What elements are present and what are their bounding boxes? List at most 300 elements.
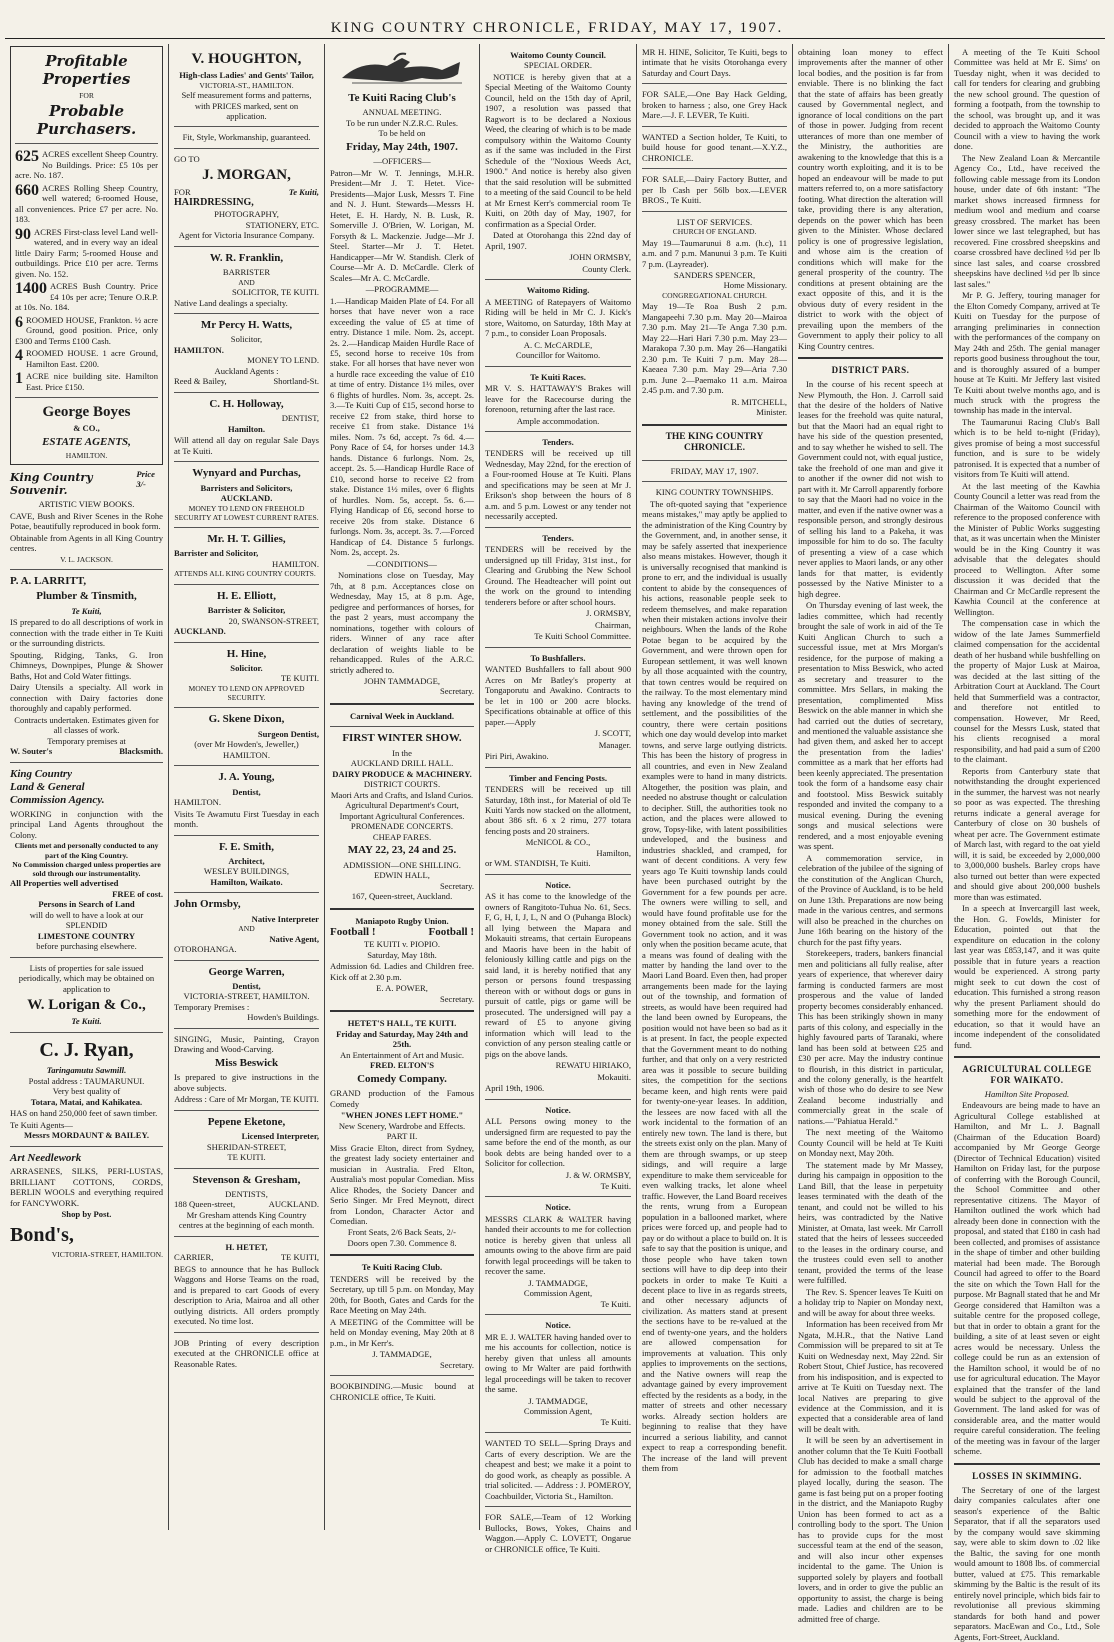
- timber-body: TENDERS will be received up till Saturday, 18th inst., for Material of old Te Kuiti Yards now stacked on the allotment, about 386 sft. 6 x 2 rimu, 277 totara fencing posts and 20 strainers.: [485, 784, 631, 836]
- bookbinding-ad: BOOKBINDING.—Music bound at CHRONICLE office, Te Kuiti.: [330, 1381, 474, 1402]
- butter-for-sale: FOR SALE,—Dairy Factory Butter, and per lb Cash per 56lb box.—LEVER BROS., Te Kuiti.: [642, 174, 787, 206]
- chronicle-date: FRIDAY, MAY 17, 1907.: [670, 465, 759, 476]
- races-notice: [485, 372, 631, 426]
- carnival-agric: Agricultural Department's Court, Important Agricultural Conferences.: [339, 800, 465, 821]
- racing-title: Te Kuiti Racing Club's: [348, 92, 456, 104]
- property-listing: [15, 371, 158, 392]
- eketone-addr: SHERIDAN-STREET,: [206, 1141, 287, 1152]
- beswick-name: Miss Beswick: [214, 1056, 279, 1069]
- morgan-agent: Agent for Victoria Insurance Company.: [178, 230, 315, 241]
- souvenir-sub: ARTISTIC VIEW BOOKS.: [38, 499, 135, 510]
- elliott-auck: AUCKLAND.: [174, 626, 226, 637]
- bushfallers-notice: [485, 653, 631, 762]
- holloway-name: C. H. Holloway,: [209, 397, 284, 410]
- tenders-school: [485, 533, 631, 642]
- hetets-part2: PART II.: [386, 1131, 418, 1142]
- land-adv: FREE of cost.: [112, 888, 163, 899]
- hine-money: MONEY TO LEND ON APPROVED SECURITY.: [188, 683, 305, 703]
- ryan-timber: Totara, Matai, and Kahikatea.: [30, 1096, 143, 1107]
- waitomo-order: [485, 50, 631, 274]
- ad-heading: Profitable Properties: [42, 52, 131, 89]
- services-list: [642, 217, 787, 418]
- carnival-adm: ADMISSION—ONE SHILLING.: [343, 859, 461, 870]
- listing-number: 1400: [15, 280, 47, 298]
- holloway-dent: DENTIST,: [281, 413, 319, 424]
- morgan-place: Te Kuiti,: [288, 186, 319, 197]
- smith-arch: Architect,: [228, 856, 265, 866]
- beswick-body: Is prepared to give instructions in the above subjects.: [174, 1072, 319, 1093]
- services-congregational: May 19—Te Roa Bush 2 p.m. Mangapeehi 7.30 p.m. May 20—Mairoa 7.30 p.m. May 21—Te Anga 7.30 p.m. May 22—Hari Hari 7.30 p.m. May 23—Marakopa 7.30 p.m. May 26—Hangatiki 2.30 p.m. Te Kuiti 7 p.m. May 28—Kaeaea 7.30 p.m. May 29—Aria 7.30 p.m. June 2—Paemako 11 a.m. Mairoa 2.45 p.m. and 7.30 p.m.: [642, 301, 787, 396]
- carnival-maori: Maori Arts and Crafts, and Island Curios.: [330, 789, 474, 800]
- waitomo-sig: JOHN ORMSBY,: [569, 252, 631, 263]
- notice-debts: [485, 1105, 631, 1192]
- carnival-fares: CHEAP FARES.: [372, 831, 432, 842]
- morgan-goto: GO TO: [174, 153, 200, 164]
- notice-place: Mokauiti.: [597, 1071, 631, 1082]
- hetet-l1: CARRIER,: [174, 1252, 214, 1263]
- morgan-ad: [174, 154, 319, 241]
- property-listing: [15, 281, 158, 312]
- souvenir-obtain: Obtainable from Agents in all King Country centres.: [10, 532, 163, 554]
- riding-body: A MEETING of Ratepayers of Waitomo Riding will be held in Mr C. J. Kick's store, Waitomo, on Saturday, 18th May at 7 p.m., to consider Loan Proposals.: [485, 296, 631, 339]
- timber-sig: McNICOL & CO.,: [525, 837, 591, 848]
- ormsby-oto: OTOROHANGA.: [174, 944, 237, 955]
- smith-wesley: WESLEY BUILDINGS,: [203, 866, 290, 877]
- hetets-play: "WHEN JONES LEFT HOME.": [340, 1110, 464, 1121]
- services-cong: CONGREGATIONAL CHURCH.: [662, 290, 767, 300]
- officers-list: Patron—Mr W. T. Jennings, M.H.R. President—Mr J. T. Hetet. Vice-Presidents—Major Lusk, Messrs T. Fine and N. J. Hunt. Stewards—Messrs H. Hetet, E. H. Hardy, N. B. Lusk, R. Somerville J. O'Brien, W. Lorigan, M. Forsyth & L. Mackenzie. Judge—Mr J. Steel. Starter—Mr J. T. Hetet. Handicapper—Mr W. Standish. Clerk of Course—Mr A. D. McCardle. Clerk of Scales—Mr A. C. McCardle.: [330, 167, 474, 283]
- ryan-mill: Taringamutu Sawmill.: [46, 1065, 127, 1076]
- franklin-ad: [174, 252, 319, 308]
- services-sig: SANDERS SPENCER,: [673, 270, 756, 280]
- services-role: Home Missionary.: [723, 280, 787, 291]
- hine-name: H. Hine,: [226, 647, 267, 660]
- ryan-quality: Very best quality of: [52, 1086, 121, 1097]
- stevenson-dent: DENTISTS,: [225, 1189, 268, 1199]
- hetet-l2: TE KUITI,: [280, 1252, 319, 1263]
- carnival-hall: AUCKLAND DRILL HALL.: [350, 758, 454, 769]
- pars-football: It will be seen by an advertisement in another column that the Te Kuiti Football Club has decided to make a small charge for admission to the football matches played locally, during the season. The game is fast being put on a proper footing in the district, and the Maniapoto Rugby Union has been formed to act as a controlling body to the sport. The Union has to provide cups for the most successful team at the end of the season, and will also incur other expenses incidental to the game. The Union is supported solely by players and football lovers, and in order to give the public an opportunity to assist, the charge is being made. Ladies and children are to be admitted free of charge.: [798, 1435, 943, 1624]
- bonds-name: Bond's,: [10, 1223, 74, 1246]
- boyes-co: & CO.,: [73, 423, 100, 434]
- tenders-sig: J. ORMSBY,: [586, 608, 631, 619]
- eketone-desc: Licensed Interpreter,: [241, 1131, 319, 1142]
- par-elton: Mr P. G. Jeffery, touring manager for the Elton Comedy Company, arrived at Te Kuiti on Tuesday for the purpose of arranging preliminaries in connection with the performances of the company on May 24th and 25th. The genial manager reports good business throughout the tour, and is thoroughly assured of a bumper house at Te Kuiti. Mr Jeffery last visited Te Kuiti about twelve months ago, and is much struck with the progress the township has made in the interval.: [954, 290, 1100, 416]
- watts-ad: [174, 319, 319, 387]
- larritt-contracts: Contracts undertaken. Estimates given for all classes of work.: [14, 714, 159, 736]
- hetet-name: H. HETET,: [225, 1241, 268, 1252]
- stevenson-ad: [174, 1174, 319, 1231]
- souvenir-body: CAVE, Bush and River Scenes in the Rohe Potae, beautifully reproduced in book form.: [10, 510, 163, 532]
- races-body: MR V. S. HATTAWAY'S Brakes will leave for the Racecourse during the forenoon, returning after the last race.: [485, 383, 631, 415]
- par-canterbury: Reports from Canterbury state that notwithstanding the drought experienced in the summer, the harvest was not nearly so poor as was expected. The threshing returns indicate a general average for Canterbury of close on 30 bushels of wheat per acre. The Government estimate of March last, with regard to the oat yield will, it is said, be exceeded by 2,000,000 to 3,000,000 bushels. Barley crops have also turned out better than were expected and should give about 200,000 bushels more than was estimated.: [954, 765, 1100, 902]
- wynyard-desc: Barristers and Solicitors,: [200, 482, 293, 493]
- racing-club-tenders-ad: [330, 1262, 474, 1370]
- par-compensation: The compensation case in which the widow of the late James Summerfield claimed compensation for the accidental death of her husband while bushfelling on the property of Major Lusk at Mairoa, was decided at the last sitting of the Arbitration Court at Auckland. The Court held that Summerfield was a contractor, and therefore not entitled to compensation. However, Mr Reed, counsel for the Messrs Lusk, stated that his clients recognised a moral responsibility, and had paid a sum of £200 to the claimant.: [954, 618, 1100, 765]
- bush-sig: J. SCOTT,: [594, 728, 631, 739]
- notice-sig: J. TAMMADGE,: [528, 1395, 588, 1406]
- losses-skimming-title: LOSSES IN SKIMMING.: [972, 1470, 1082, 1481]
- rugby-match: TE KUITI v. PIOPIO.: [363, 939, 441, 950]
- dixon-over: (over Mr Howden's, Jeweller,): [194, 739, 299, 750]
- ormsby-ad: [174, 898, 319, 954]
- column-4: [480, 44, 637, 1554]
- officers-head: —OFFICERS—: [373, 156, 431, 167]
- ad-subheading: FOR: [79, 90, 94, 100]
- column-5: [637, 44, 793, 1530]
- hetets-grand: GRAND production of the Famous Comedy: [330, 1088, 474, 1109]
- dixon-desc: Surgeon Dentist,: [257, 728, 319, 739]
- notice-agent: Commission Agent,: [523, 1406, 593, 1417]
- stevenson-name: Stevenson & Gresham,: [192, 1173, 301, 1186]
- services-anglican: May 19—Taumarunui 8 a.m. (h.c), 11 a.m. and 7 p.m. Manunui 3 p.m. Te Kuiti 7 p.m. (Layreader).: [642, 237, 787, 269]
- ryan-name: C. J. Ryan,: [39, 1038, 134, 1061]
- wynyard-ad: [174, 467, 319, 522]
- carnival-sec: Secretary.: [439, 880, 474, 891]
- column-7: [949, 44, 1105, 1642]
- hetets-title: HETET'S HALL, TE KUITI.: [347, 1018, 457, 1029]
- notice-title: Notice.: [545, 1104, 571, 1115]
- holloway-ad: [174, 398, 319, 456]
- services-title: LIST OF SERVICES.: [676, 216, 753, 227]
- houghton-addr: VICTORIA-ST., HAMILTON.: [199, 80, 294, 90]
- smith-ad: [174, 841, 319, 888]
- tenders-title: Tenders.: [542, 436, 574, 447]
- notice-title: Notice.: [545, 1320, 571, 1331]
- races-amp: Ample accommodation.: [516, 415, 600, 426]
- hetet-body: BEGS to announce that he has Bullock Waggons and Horse Teams on the road, and is prepared to cart Goods of every description to Aria, Mairoa and all other outlying districts. All orders promptly executed. No time lost.: [174, 1263, 319, 1327]
- services-church: CHURCH OF ENGLAND.: [672, 227, 757, 237]
- pars-dairy: Storekeepers, traders, bankers financial men and politicians all fully realise, after years of experience, that wherever dairy farming is conducted farmers are most prosperous and the value of landed property becomes considerably enhanced. This has been strikingly shown in many parts of this colony, and especially in the highly favoured parts of Taranaki, where land has been sold at between £25 and £30 per acre. May the industry continue to flourish, in this district in particular, and the colony generally, is the heartfelt wish of those who do desire to see New Zealand become industrially and commercially great in the scale of nations.—"Pahiatua Herald.": [798, 948, 943, 1126]
- district-pars-title: DISTRICT PARS.: [831, 365, 910, 376]
- services-crole: Minister.: [756, 407, 787, 418]
- notice-walter: [485, 1320, 631, 1427]
- rugby-date: Saturday, May 18th.: [367, 949, 437, 960]
- notice-body: MESSRS CLARK & WALTER having handed their accounts to me for collection notice is hereby given that unless all amounts owing to the above firm are paid forwith legal proceedings will be taken to recover the same.: [485, 1213, 631, 1277]
- larritt-place: Te Kuiti,: [71, 605, 102, 616]
- beswick-ad: [174, 1034, 319, 1105]
- gillies-ad: [174, 533, 319, 579]
- par-ball: The Taumarunui Racing Club's Ball which is to be held to-night (Friday), gives promise of being a most successful function, and is sure to be widely patronised. It is expected that a number of visitors from Te Kuiti will attend.: [954, 416, 1100, 480]
- wynyard-name: Wynyard and Purchas,: [192, 467, 301, 480]
- hetets-ent: An Entertainment of Art and Music.: [339, 1049, 465, 1060]
- watts-shortland: Shortland-St.: [273, 376, 319, 387]
- tenders-body: TENDERS will be received up till Wednesday, May 22nd, for the erection of a Four-roomed House at Te Kuiti. Plans and specifications may be seen at Mr J. Erikson's shop between the hours of 8 a.m. and 5 p.m. Lowest or any tender not necessarily accepted.: [485, 448, 631, 522]
- carnival-ad: [330, 711, 474, 902]
- hetets-part2-body: Miss Gracie Elton, direct from Sydney, the greatest lady society entertainer and musician in Australia. Fred Elton, Australia's most popular Comedian. Miss Alice Rhodes, the Society Dancer and Serio Singer. Mr Fred Meynott, direct from London, Character Actor and Comedian.: [330, 1142, 474, 1226]
- land-note: Clients met and personally conducted to any part of the King Country.: [14, 841, 159, 860]
- land-agency-ad: [10, 768, 163, 1027]
- timber-title: Timber and Fencing Posts.: [508, 772, 608, 783]
- masthead-title: KING COUNTRY CHRONICLE, FRIDAY, MAY 17, 1907.: [330, 20, 784, 36]
- pars-carroll: In the course of his recent speech at New Plymouth, the Hon. J. Carroll said that the desire of the holders of Native leases for the freehold was quite natural, but that the Maori had an equal right to have his side of the question presented, and to say whether he wished to sell. The Government could not, with equal justice, take the freehold of one man and give it to another if the owner did not wish to part with it. Mr Carroll apparently forbore to say that the Maori had no voice in the matter, and even if the native owner was a responsible person, and strongly desirous of selling his land to a Pakeha, it was impossible for him to do so. The faculty of presenting a view of a case which never applies to Maori lands, or any other lands for that matter, is evidently possessed by the Native Minister to a high degree.: [798, 379, 943, 599]
- hine-tk: TE KUITI.: [280, 673, 319, 684]
- franklin-l1: BARRISTER: [222, 267, 271, 278]
- wynyard-auck: AUCKLAND.: [220, 493, 273, 504]
- holloway-body: Will attend all day on regular Sale Days at Te Kuiti.: [174, 435, 319, 456]
- carnival-addr: 167, Queen-street, Auckland.: [351, 891, 453, 902]
- services-csig: R. MITCHELL,: [731, 396, 787, 407]
- hetets-scenery: New Scenery, Wardrobe and Effects.: [338, 1120, 466, 1131]
- tenders-house: [485, 437, 631, 522]
- houghton-body: Self measurement forms and patterns, with PRICES marked, sent on application.: [181, 90, 312, 121]
- carnival-prom: PROMENADE CONCERTS.: [350, 821, 454, 832]
- column-3: [325, 44, 480, 1530]
- programme-head: —PROGRAMME—: [365, 284, 439, 295]
- par-wool-market: The New Zealand Loan & Mercantile Agency Co., Ltd., have received the following cable message from its London house, under date of 6th instant: "The market shows increased firmness for medium wool and medium and coarse greasy crossbred. The market has been lower since we last telegraphed, but has recovered. Fine crossbred sheepskins and coarse crossbred have declined ½d per lb since last sales, and coarse crossbred sheepskins have declined ½d per lb since last sales.": [954, 152, 1100, 289]
- carnival-sig: EDWIN HALL,: [374, 870, 430, 881]
- rugby-ad: [330, 916, 474, 1005]
- notice-trespass: [485, 880, 631, 1094]
- larritt-items: Spouting, Ridging, Tanks, G. Iron Chimneys, Downpipes, Plunge & Shower Baths, Hot and Cold Water fittings.: [10, 649, 163, 681]
- bonds-shop: Shop by Post.: [61, 1209, 112, 1220]
- tenders-comm: Te Kuiti School Committee.: [534, 631, 631, 642]
- property-listing: [15, 227, 158, 279]
- hetets-doors: Doors open 7.30. Commence 8.: [347, 1237, 457, 1248]
- dixon-ad: [174, 713, 319, 760]
- watts-ham: HAMILTON.: [174, 344, 224, 355]
- watts-reed: Reed & Bailey,: [174, 376, 227, 387]
- houghton-name: V. HOUGHTON,: [191, 51, 302, 67]
- rugby-sig: E. A. POWER,: [376, 983, 428, 994]
- souvenir-title: King Country Souvenir.: [10, 470, 93, 497]
- land-body: WORKING in conjunction with the principal Land Agents throughout the Colony.: [10, 808, 163, 840]
- listing-text: ROOMED HOUSE, Frankton. ½ acre Ground, good position. Price, only £300 and Terms £100 Cash.: [15, 314, 158, 346]
- pars-jubilee: A commemoration service, in celebration of the jubilee of the signing of the constitution of the Anglican Church, of the Province of Auckland, is to be held on June 13th. Preparations are now being made in the various centres, and sermons will also be preached in the churches on June 16th bearing on the history of the church for the past fifty years.: [798, 852, 943, 947]
- timber-ham: Hamilton,: [596, 847, 631, 858]
- houghton-desc: High-class Ladies' and Gents' Tailor,: [179, 70, 314, 81]
- pars-massey: The statement made by Mr Massey, during his campaign in opposition to the Land Bill, that the lease in perpetuity leases terminated with the death of the tenant, and could not be willed to his heirs, was contradicted by the Native Minister, at Omata, last week. Mr Carroll stated that the heirs of lessees succeeded to the leases in the ordinary course, and the trustees could even sell to another tenant, provided the terms of the lease were fulfilled.: [798, 1159, 943, 1286]
- listing-number: 6: [15, 313, 23, 331]
- rugby-sec: Secretary.: [439, 993, 474, 1004]
- notice-sig: REWATU HIRIAKO,: [555, 1060, 631, 1071]
- column-6: [793, 44, 949, 1624]
- notice-body: AS it has come to the knowledge of the owners of Rangitoto-Tuhua No. 61, Secs. F, G, H, I, J, L, N and O (Puhanga Block) all lying between the Mapara and Mokauiti streams, that certain Europeans and Maoris have been in the habit of feloniously killing cattle and pigs on the said land, it is hereby notified that any person or persons found trespassing thereon with or without dogs or guns in pursuit of cattle, pigs or game will be prosecuted. The undersigned will pay a reward of £5 to anyone giving information which will lead to the conviction of any person stealing cattle or pigs on the above lands.: [485, 891, 631, 1059]
- hetets-seats: Front Seats, 2/6 Back Seats, 2/-: [347, 1227, 457, 1238]
- larritt-body: IS prepared to do all descriptions of work in connection with the trade either in Te Kuiti or the surrounding districts.: [10, 617, 163, 649]
- smith-name: F. E. Smith,: [219, 840, 274, 853]
- wynyard-money: MONEY TO LEND ON FREEHOLD SECURITY AT LOWEST CURRENT RATES.: [174, 503, 319, 522]
- gillies-ham: HAMILTON.: [271, 558, 319, 569]
- warren-howden: Howden's Buildings.: [247, 1012, 319, 1023]
- conditions-head: —CONDITIONS—: [367, 558, 437, 569]
- ryan-mordaunt: Messrs MORDAUNT & BAILEY.: [23, 1130, 150, 1141]
- racing-sec: Secretary.: [439, 686, 474, 697]
- land-title: King Country: [10, 767, 73, 780]
- racingclub-sec: Secretary.: [439, 1359, 474, 1370]
- warren-dent: Dentist,: [232, 980, 261, 991]
- riding-notice: [485, 285, 631, 360]
- boyes-title: ESTATE AGENTS,: [42, 435, 131, 448]
- riding-title: Waitomo Riding.: [526, 285, 590, 296]
- dixon-name: G. Skene Dixon,: [208, 713, 285, 726]
- warren-name: George Warren,: [208, 965, 285, 978]
- waitomo-clerk: County Clerk.: [582, 263, 631, 274]
- land-search: will do well to have a look at our SPLENDID: [29, 909, 144, 931]
- football-right: Football !: [428, 926, 474, 939]
- listing-text: ACRES Rolling Sheep Country, well watered; 6-roomed House, all conveniences. Price £7 per acre. No. 183.: [15, 182, 158, 225]
- souvenir-price: Price 3/-: [136, 468, 155, 490]
- riding-councillor: Councillor for Waitomo.: [515, 350, 601, 361]
- racing-meeting-ad: [330, 92, 474, 697]
- franklin-body: Native Land dealings a specialty.: [174, 297, 288, 308]
- gillies-desc: Barrister and Solicitor,: [174, 548, 259, 559]
- morgan-trade: HAIRDRESSING,: [174, 197, 254, 209]
- hine-ad: [174, 648, 319, 703]
- gillies-name: Mr. H. T. Gillies,: [207, 533, 286, 546]
- hetets-comedy: Comedy Company.: [357, 1072, 447, 1085]
- agric-college-sub: Hamilton Site Proposed.: [984, 1088, 1070, 1099]
- boyes-name: George Boyes: [42, 404, 131, 421]
- racingclub-meeting: A MEETING of the Committee will be held on Monday evening, May 20th at 8 p.m., in Mr Kerr's.: [330, 1316, 474, 1348]
- eketone-name: Pepene Eketone,: [207, 1115, 286, 1128]
- tenders-body: TENDERS will be received by the undersigned up till Friday, 31st inst., for Clearing and Grubbing the New School Ground. The Headteacher will point out the work on the ground to intending tenderers before or after school hours.: [485, 544, 631, 607]
- elliott-desc: Barrister & Solicitor,: [207, 605, 286, 616]
- listing-text: ACRES First-class level Land well-watered, and in every way an ideal little Dairy Farm; 5-roomed House and outbuildings. Price £10 per acre. Terms given. No. 152.: [15, 226, 158, 279]
- notice-place: Te Kuiti.: [600, 1416, 631, 1427]
- racing-held: To be held on: [378, 128, 426, 139]
- hetet-ad: [174, 1242, 319, 1327]
- carnival-dairy: DAIRY PRODUCE & MACHINERY.: [332, 768, 472, 779]
- racingclub-body: TENDERS will be received by the Secretary, up till 5 p.m. on Monday, May 20th, for Booth, Gates and Cards for the Race Meeting on May 24th.: [330, 1273, 474, 1316]
- racing-rules: To be run under N.Z.R.C. Rules.: [345, 117, 459, 128]
- land-title: Commission Agency.: [10, 794, 105, 807]
- larritt-dairy: Dairy Utensils a specialty. All work in connection with Dairy factories done thoroughly and capably performed.: [10, 682, 163, 714]
- gillies-attends: ATTENDS ALL KING COUNTRY COURTS.: [174, 569, 316, 579]
- elliott-name: H. E. Elliott,: [217, 589, 276, 602]
- losses-skimming-body: The Secretary of one of the largest dairy companies calculates after one season's experience of the Baltic Separator, that if all the separators used by the company would save skimming say, were able to skim down to .02 like the Baltic, the saving for one month would amount to 1808 lbs. of commercial butter, valued at £75. This remarkable skimming by the Baltic is the result of its entirely novel principle, which bids fair to revolutionise all previous skimming standards for both hand and power separators. MacEwan and Co., Ltd., Sole Agents, Fort-Street, Auckland.: [954, 1484, 1100, 1642]
- carnival-in: In the: [392, 747, 412, 758]
- column-2: [169, 44, 325, 1530]
- townships-continued: obtaining loan money to effect improvements after the manner of other local bodies, and the position is far from enviable. There is no blinking the fact that the state of affairs has been greatly caused by Governmental neglect, and ignorance of local conditions on the part of those in power. Judging from recent utterances of more than one member of the Ministry, the authorities are awakening to the knowledge that this is a country worth exploiting, and it is to be hoped an endeavour will be made to put matters referred to, on a more satisfactory footing. What direction the alteration will take, providing there is any alteration, depends on the power which has been given to the Minister. Whose declared policy is one of progressive legislation, and whose aim is the creation of conditions which will make for the general prosperity of the country. The conditions at present obtaining are the exact opposite of this, and it is the obvious duty of every resident in the district to work with the object of prevailing upon the members of the Government to apply their policy to all King Country centres.: [798, 47, 943, 351]
- bush-title: To Bushfallers.: [530, 652, 586, 663]
- par-kawhia: At the last meeting of the Kawhia County Council a letter was read from the Chairman of the Waitomo Council with reference to the proposed conference with the Minister of Public Works suggesting that, as it was uncertain when the Minister would be in the King Country it was advisable that the delegates should proceed to Wellington. After some discussion it was decided that the Chairman and Cr McCardle represent the Kawhia Council at the conference at Wellington.: [954, 480, 1100, 617]
- football-left: Football !: [330, 926, 376, 939]
- bush-mgr: Manager.: [598, 739, 631, 750]
- column-1: [5, 44, 169, 1530]
- job-printing-ad: JOB Printing of every description executed at the CHRONICLE office at Reasonable Rates.: [174, 1337, 319, 1369]
- ryan-agents: Te Kuiti Agents—: [10, 1119, 73, 1130]
- tenders-title: Tenders.: [542, 532, 574, 543]
- elliott-addr: 20, SWANSON-STREET,: [228, 615, 319, 626]
- bonds-art: Art Needlework: [10, 1151, 82, 1164]
- hetets-elton: FRED. ELTON'S: [370, 1060, 434, 1071]
- franklin-l3: SOLICITOR, TE KUITI.: [231, 287, 319, 298]
- ryan-hand: HAS on hand 250,000 feet of sawn timber.: [10, 1108, 158, 1119]
- racing-sub: ANNUAL MEETING.: [362, 107, 442, 118]
- page-columns: [5, 44, 1105, 1642]
- houghton-fit: Fit, Style, Workmanship, guaranteed.: [182, 132, 311, 143]
- notice-place: Te Kuiti.: [600, 1180, 631, 1191]
- timber-or: or WM. STANDISH, Te Kuiti.: [485, 858, 591, 869]
- notice-agent: Commission Agent,: [523, 1288, 593, 1299]
- waitomo-title: Waitomo County Council.: [510, 50, 606, 60]
- bonds-addr: VICTORIA-STREET, HAMILTON.: [51, 1249, 163, 1259]
- property-listing: [15, 149, 158, 180]
- pars-council: The next meeting of the Waitomo County Council will be held at Te Kuiti on Monday next, May 20th.: [798, 1127, 943, 1159]
- franklin-name: W. R. Franklin,: [209, 251, 284, 264]
- eketone-tk: TE KUITI.: [227, 1152, 266, 1163]
- property-listing: [15, 348, 158, 369]
- beswick-addr: Address : Care of Mr Morgan, TE KUITI.: [174, 1094, 319, 1105]
- section-wanted: WANTED a Section holder, Te Kuiti, to build house for good tenant.—X.Y.Z., CHRONICLE.: [642, 131, 787, 163]
- programme-list: 1.—Handicap Maiden Plate of £4. For all horses that have never won a race exceeding the value of £5 at time of entry. Distance 1 mile. Nom. 2s, accept. 2s. 2.—Handicap Maiden Hurdle Race of £5, second horse to receive 10s from stake. For all horses that have never won a hurdle race exceeding the value of £10 at time of entry. Distance 1½ miles, over 6 flights of hurdles. Nom. 3s, accept. 2s. 3.—Te Kuiti Cup of £15, second horse to receive £2 from stake, third horse to receive £1 from stake. Distance 1¼ miles. Nom. 7s 6d, accept. 7s 6d. 4.—Pony Race of £4, for horses under 14.3 hands. Distance 6 furlongs. Nom. 2s, accept. 2s. 5.—Handicap Hurdle Race of £10, second horse to receive £2 from stake. Distance 1½ miles, over 6 flights of hurdles. Nom. 5s, accept. 5s. 6.—Flying Handicap of £6, second horse to receive 20s from stake. Distance 6 furlongs. Nom. 3s, accept. 3s. 7.—Forced Handicap of £4. Distance 5 furlongs. Nom. 2s, accept. 2s.: [330, 295, 474, 558]
- listing-number: 90: [15, 225, 31, 243]
- land-adv: All Properties well advertised: [10, 878, 119, 889]
- hine-sol: Solicitor.: [230, 662, 263, 673]
- pars-commission: Information has been received from Mr Ngata, M.H.R., that the Native Land Commission will be prepared to sit at Te Kuiti on Wednesday next, May 22nd. Sir Robert Stout, Chief Justice, has recovered from his indisposition, and is expected to arrive at Te Kuiti on Tuesday next. The local Natives are preparing to give evidence at the Commission, and it is expected that a considerable area of land will be dealt with.: [798, 1319, 943, 1434]
- listing-number: 1: [15, 370, 23, 388]
- carnival-show: FIRST WINTER SHOW.: [342, 732, 462, 745]
- land-title: Land & General: [10, 781, 85, 794]
- young-ad: [174, 771, 319, 829]
- ormsby-name: John Ormsby,: [174, 898, 241, 911]
- lorigan-place: Te Kuiti.: [71, 1016, 102, 1027]
- young-name: J. A. Young,: [218, 771, 275, 784]
- conditions-body: Nominations close on Tuesday, May 7th, at 8 p.m. Acceptances close on Wednesday, May 15, at 8 p.m. Age, pedigree and performances of horses, for the past 2 years, must accompany the nominations, together with colours of riders. Winner of any race after declaration of weights liable to be rehandicapped. Rules of the A.R.C. strictly adhered to.: [330, 570, 474, 675]
- tenders-chair: Chairman,: [594, 619, 631, 630]
- races-title: Te Kuiti Races.: [530, 371, 586, 382]
- souvenir-sig: V. L. JACKSON.: [60, 554, 113, 564]
- riding-sig: A. C. McCARDLE,: [523, 339, 593, 350]
- listing-text: ACRES excellent Sheep Country. No Buildings. Price: £5 10s per acre. No. 187.: [15, 149, 158, 181]
- listing-number: 4: [15, 347, 23, 365]
- carnival-courts: DISTRICT COURTS.: [363, 779, 441, 790]
- racingclub-title: Te Kuiti Racing Club.: [361, 1262, 443, 1273]
- young-visits: Visits Te Awamutu First Tuesday in each month.: [174, 808, 319, 830]
- elliott-ad: [174, 590, 319, 637]
- pars-beswick: On Thursday evening of last week, the ladies committee, which had recently brought the sale of work in aid of the Te Kuiti Anglican Church to such a successful issue, met at Mrs Morgan's residence, for the purpose of making a presentation to Miss Beswick, who acted as secretary and treasurer to the committee. Mrs Sellars, in making the presentation, complimented Miss Beswick on the able manner in which she had carried out the duties of secretary, and mentioned the valuable assistance she had given them, and asked her to accept the presentation from the ladies' committee as a mark that her efforts had been keenly appreciated. The presentation took the form of a handsome easy chair and footstool. Miss Beswick suitably responded and invited the company to a musical evening. During the evening songs and musical selections were rendered, and a most enjoyable evening was spent.: [798, 600, 943, 852]
- waitomo-dated: Dated at Otorohanga this 22nd day of April, 1907.: [485, 230, 631, 251]
- timber-notice: [485, 773, 631, 869]
- larritt-trade: Plumber & Tinsmith,: [36, 590, 137, 603]
- stevenson-body: Mr Gresham attends King Country centres at the beginning of each month.: [178, 1209, 315, 1231]
- notice-body: ALL Persons owing money to the undersigned firm are requested to pay the same before the end of the month, as our book debts are being handed over to a Solicitor for collection.: [485, 1116, 631, 1169]
- land-search: Persons in Search of Land: [38, 899, 135, 910]
- souvenir-ad: [10, 469, 163, 564]
- property-listing: [15, 183, 158, 225]
- racing-sig: JOHN TAMMADGE,: [363, 676, 441, 686]
- carnival-title: Carnival Week in Auckland.: [350, 710, 454, 721]
- ad-heading: Probable Purchasers.: [36, 101, 137, 139]
- hetets-dates: Friday and Saturday, May 24th and 25th.: [336, 1028, 468, 1050]
- watts-name: Mr Percy H. Watts,: [200, 318, 293, 331]
- bullocks-for-sale-ad: FOR SALE,—Team of 12 Working Bullocks, Bows, Yokes, Chains and Waggon.—Apply C. LOVETT, Ongarue or CHRONICLE office, Te Kuiti.: [485, 1512, 631, 1554]
- land-lists: Lists of properties for sale issued periodically, which may be obtained on application to: [18, 962, 155, 994]
- larritt-name: P. A. LARRITT,: [10, 575, 87, 588]
- ryan-ad: [10, 1038, 163, 1141]
- holloway-ham: Hamilton.: [227, 423, 265, 434]
- ormsby-l1: Native Interpreter: [251, 913, 319, 924]
- stevenson-auck: AUCKLAND.: [268, 1199, 319, 1210]
- bush-body: WANTED Bushfallers to fall about 900 Acres on Mr Batley's property at Tongaporutu and Awakino. Contracts to be let in 100 or 200 acre blocks. Specifications obtainable at office of this paper.—Apply: [485, 664, 631, 727]
- par-school-committee: A meeting of the Te Kuiti School Committee was held at Mr E. Sims' on Tuesday night, when it was decided to call for tenders for clearing and grubbing the new school ground. The question of forming a footpath, from the township to the school, was brought up, and it was decided to approach the Waitomo County Council with a view to having the work done.: [954, 47, 1100, 152]
- eketone-ad: [174, 1116, 319, 1163]
- beswick-singing: SINGING, Music, Painting, Crayon Drawing and Wood-Carving.: [174, 1033, 319, 1055]
- morgan-name: J. MORGAN,: [202, 167, 291, 184]
- townships-body: The oft-quoted saying that "experience means mistakes," may aptly be applied to the administration of the King Country by the Government, and, in another sense, it may be safely asserted that inexperience also means mistakes. However, though it is universally recognised that mankind is prone to err, and the individual is usually content to abide by the consequences of his actions, reasonable people seek to redeem themselves, and make reparation when their mistaken actions involve their neighbours. When the lands of the Rohe Potae began to be acquired by the Government, and were thrown open for European settlement, it was well known by all those acquainted with the country, that town centres would be required on the railway. To the most elementary mind having any knowledge of the trend of settlement, and the possibilities of the country, there were certain positions which one day would develop into market towns, and serve large outlying districts. This has been the history of progress in all countries, and even in New Zealand examples were to hand in many districts. Altogether, the position was plain, and needed no abstruse thought or calculation to decipher. Still, the authorities took no action, and the places were allowed to grow, Topsy-like, with latent possibilities undeveloped, and the business and industries shackled, and cramped, for want of decent conditions. A very few years ago Te Kuiti township lands could have been purchased outright by the Government for a few pounds per acre. The owners were willing to sell, and would have found profitable use for the money obtained from the sale. Still the Government took no action, and it was only when the position became acute, that a means was found of dealing with the matter by handing the land over to the Maori Land Board. Even then, had proper arrangements been made for the laying out of the township, and formation of streets, as would have been required had the land been owned by Europeans, the position would not have been so bad as it is at present. In fact, the people expected that the Government meant to do nothing further, and that only on a very restricted area was it possible to secure building sites, the competition for the sections became keen, and high rents were paid for twenty-one-year leases. In addition, the lessees are now faced with all the work incidental to the formation of an entirely new town. The land is there, but the streets exist only on the plan. Many of them are through swamps, or up steep sidings, and will require a large expenditure to make them serviceable for even walking tracks, let alone wheel traffic. However, the Land Board receives the rents, wrung from a European population in a ballooned market, where prices were forced up, and people had to pay or do without a place to build on. It is safe to say that the position is unique, and those people who have taken town sections will have to dip deep into their pockets in order to make Te Kuiti a decent place to live in as regards streets, and other necessary adjuncts of civilization. As matters stand at present the sections have to be re-valued at the end of twenty-one years, and the holders are allowed compensation for improvements at valuation. This only applies to improvements on the sections, and the Native owners will reap the advantage gained by every improvement effected by the residents as a body, in the matter of streets and other necessary works. Already section holders are beginning to realise that they have incurred a serious liability, and cannot expect to reap a corresponding benefit. The increase of the land will prevent them from: [642, 498, 787, 1474]
- profitable-properties-ad: [10, 46, 163, 465]
- bonds-body: ARRASENES, SILKS, PERI-LUSTAS, BRILLIANT COTTONS, CORDS, BERLIN WOOLS and everything required for FANCYWORK.: [10, 1166, 163, 1208]
- watts-auck: Auckland Agents :: [214, 365, 279, 376]
- watts-money: MONEY TO LEND.: [247, 355, 319, 366]
- dixon-ham: HAMILTON.: [222, 749, 271, 760]
- larritt-temp: Temporary premises at: [47, 735, 126, 746]
- masthead-rule: [5, 38, 1105, 39]
- listing-number: 625: [15, 148, 39, 166]
- land-lime: LIMESTONE COUNTRY: [37, 930, 136, 941]
- gelding-for-sale: FOR SALE,—One Bay Hack Gelding, broken to harness ; also, one Grey Hack Mare.—J. F. LEVER, Te Kuiti.: [642, 89, 787, 121]
